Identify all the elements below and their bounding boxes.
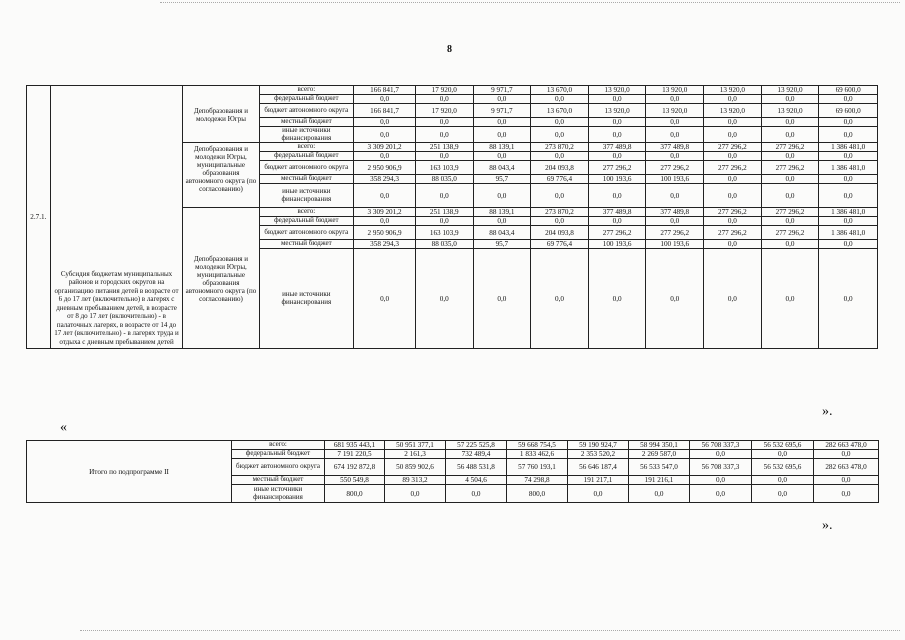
value-cell: 550 549,8: [325, 476, 385, 485]
value-cell: 0,0: [415, 184, 473, 208]
table-row: [27, 86, 878, 95]
value-cell: 69 776,4: [531, 240, 589, 249]
responsible-org: Депобразования и молодежи Югры: [183, 86, 259, 143]
value-cell: 0,0: [588, 152, 646, 161]
closing-quote-2: ».: [822, 518, 833, 533]
value-cell: 277 296,2: [646, 226, 704, 240]
value-cell: 56 708 337,3: [690, 441, 752, 450]
value-cell: 2 353 520,2: [568, 450, 629, 459]
value-cell: 732 489,4: [446, 450, 507, 459]
value-cell: 2 950 906,9: [354, 226, 416, 240]
funding-source-label: местный бюджет: [259, 118, 354, 127]
value-cell: 0,0: [761, 127, 819, 143]
value-cell: 0,0: [819, 175, 878, 184]
value-cell: 100 193,6: [588, 240, 646, 249]
value-cell: 2 950 906,9: [354, 161, 416, 175]
value-cell: 88 043,4: [473, 226, 531, 240]
value-cell: 3 309 201,2: [354, 143, 416, 152]
value-cell: 0,0: [415, 127, 473, 143]
value-cell: 163 103,9: [415, 226, 473, 240]
value-cell: 0,0: [473, 249, 531, 349]
value-cell: 74 298,8: [507, 476, 568, 485]
value-cell: 56 532 695,6: [752, 441, 814, 450]
funding-source-label: иные источники финансирования: [259, 184, 354, 208]
value-cell: 0,0: [814, 450, 879, 459]
value-cell: 0,0: [761, 118, 819, 127]
value-cell: 0,0: [761, 95, 819, 104]
value-cell: 9 971,7: [473, 86, 531, 95]
value-cell: 13 670,0: [531, 86, 589, 95]
value-cell: 358 294,3: [354, 175, 416, 184]
value-cell: 277 296,2: [588, 226, 646, 240]
value-cell: 13 920,0: [646, 86, 704, 95]
value-cell: 0,0: [646, 217, 704, 226]
value-cell: 13 920,0: [588, 86, 646, 95]
value-cell: 674 192 872,8: [325, 459, 385, 476]
value-cell: 7 191 220,5: [325, 450, 385, 459]
value-cell: 88 035,0: [415, 240, 473, 249]
value-cell: 0,0: [704, 217, 762, 226]
value-cell: 0,0: [588, 118, 646, 127]
total-title: Итого по подпрограмме II: [27, 441, 232, 503]
value-cell: 88 043,4: [473, 161, 531, 175]
value-cell: 800,0: [507, 485, 568, 503]
value-cell: 88 035,0: [415, 175, 473, 184]
value-cell: 0,0: [531, 127, 589, 143]
value-cell: 0,0: [385, 485, 446, 503]
value-cell: 13 920,0: [761, 104, 819, 118]
funding-source-label: иные источники финансирования: [259, 249, 354, 349]
value-cell: 277 296,2: [761, 161, 819, 175]
value-cell: 800,0: [325, 485, 385, 503]
value-cell: 0,0: [761, 249, 819, 349]
value-cell: 681 935 443,1: [325, 441, 385, 450]
value-cell: 13 920,0: [761, 86, 819, 95]
value-cell: 0,0: [761, 175, 819, 184]
value-cell: 0,0: [415, 152, 473, 161]
funding-source-label: бюджет автономного округа: [259, 226, 354, 240]
value-cell: 377 489,8: [646, 208, 704, 217]
funding-source-label: федеральный бюджет: [259, 152, 354, 161]
value-cell: 0,0: [690, 485, 752, 503]
value-cell: 13 920,0: [588, 104, 646, 118]
value-cell: 0,0: [531, 95, 589, 104]
value-cell: 17 920,0: [415, 86, 473, 95]
value-cell: 204 093,8: [531, 161, 589, 175]
value-cell: 88 139,1: [473, 208, 531, 217]
value-cell: 0,0: [646, 249, 704, 349]
value-cell: 0,0: [531, 217, 589, 226]
value-cell: 0,0: [752, 450, 814, 459]
value-cell: 0,0: [752, 485, 814, 503]
scan-bottom-edge: [80, 630, 900, 631]
value-cell: 13 670,0: [531, 104, 589, 118]
value-cell: 89 313,2: [385, 476, 446, 485]
value-cell: 204 093,8: [531, 226, 589, 240]
value-cell: 56 488 531,8: [446, 459, 507, 476]
value-cell: 0,0: [588, 184, 646, 208]
value-cell: 0,0: [752, 476, 814, 485]
funding-source-label: местный бюджет: [259, 240, 354, 249]
value-cell: 1 386 481,0: [819, 143, 878, 152]
value-cell: 0,0: [473, 95, 531, 104]
value-cell: 0,0: [588, 217, 646, 226]
funding-source-label: всего:: [259, 86, 354, 95]
funding-source-label: иные источники финансирования: [259, 127, 354, 143]
value-cell: 59 190 924,7: [568, 441, 629, 450]
value-cell: 0,0: [646, 127, 704, 143]
value-cell: 0,0: [415, 249, 473, 349]
value-cell: 59 668 754,5: [507, 441, 568, 450]
value-cell: 0,0: [704, 118, 762, 127]
closing-quote-1: ».: [822, 404, 833, 419]
scan-top-edge: [160, 2, 900, 3]
value-cell: 0,0: [354, 95, 416, 104]
value-cell: 0,0: [415, 95, 473, 104]
value-cell: 0,0: [531, 152, 589, 161]
value-cell: 1 386 481,0: [819, 208, 878, 217]
value-cell: 0,0: [415, 217, 473, 226]
value-cell: 1 386 481,0: [819, 161, 878, 175]
measure-description: Субсидия бюджетам муниципальных районов и городских округов на организацию питания детей в возрасте от 6 до 17 лет (включительно) в лагерях с дневным пребыванием детей, в возрасте от 8 до 17 лет (включительно) - в палаточных лагерях, в возрасте от 14 до 17 лет (включительно) - в лагерях труда и отдыха с дневным пребыванием детей: [50, 86, 183, 349]
funding-source-label: местный бюджет: [232, 476, 325, 485]
value-cell: 0,0: [761, 184, 819, 208]
value-cell: 3 309 201,2: [354, 208, 416, 217]
value-cell: 56 532 695,6: [752, 459, 814, 476]
value-cell: 0,0: [761, 217, 819, 226]
value-cell: 282 663 478,0: [814, 441, 879, 450]
value-cell: 0,0: [761, 240, 819, 249]
value-cell: 57 760 193,1: [507, 459, 568, 476]
value-cell: 69 600,0: [819, 104, 878, 118]
funding-source-label: всего:: [232, 441, 325, 450]
value-cell: 0,0: [354, 127, 416, 143]
value-cell: 0,0: [473, 127, 531, 143]
value-cell: 69 600,0: [819, 86, 878, 95]
value-cell: 191 217,1: [568, 476, 629, 485]
value-cell: 0,0: [704, 95, 762, 104]
funding-source-label: федеральный бюджет: [259, 95, 354, 104]
value-cell: 0,0: [819, 249, 878, 349]
value-cell: 277 296,2: [704, 208, 762, 217]
value-cell: 358 294,3: [354, 240, 416, 249]
value-cell: 13 920,0: [704, 104, 762, 118]
value-cell: 0,0: [814, 485, 879, 503]
value-cell: 251 138,9: [415, 143, 473, 152]
value-cell: 0,0: [814, 476, 879, 485]
value-cell: 277 296,2: [588, 161, 646, 175]
value-cell: 166 841,7: [354, 86, 416, 95]
value-cell: 0,0: [704, 249, 762, 349]
value-cell: 0,0: [473, 118, 531, 127]
value-cell: 13 920,0: [646, 104, 704, 118]
value-cell: 277 296,2: [704, 226, 762, 240]
value-cell: 95,7: [473, 240, 531, 249]
value-cell: 277 296,2: [761, 208, 819, 217]
value-cell: 0,0: [588, 95, 646, 104]
value-cell: 50 859 902,6: [385, 459, 446, 476]
value-cell: 0,0: [531, 249, 589, 349]
value-cell: 0,0: [646, 118, 704, 127]
value-cell: 273 870,2: [531, 208, 589, 217]
value-cell: 282 663 478,0: [814, 459, 879, 476]
funding-table: [26, 85, 878, 349]
value-cell: 0,0: [588, 249, 646, 349]
value-cell: 277 296,2: [704, 161, 762, 175]
value-cell: 50 951 377,1: [385, 441, 446, 450]
value-cell: 0,0: [354, 184, 416, 208]
value-cell: 0,0: [819, 95, 878, 104]
value-cell: 4 504,6: [446, 476, 507, 485]
value-cell: 58 994 350,1: [629, 441, 690, 450]
funding-source-label: всего:: [259, 143, 354, 152]
funding-source-label: местный бюджет: [259, 175, 354, 184]
value-cell: 1 386 481,0: [819, 226, 878, 240]
value-cell: 0,0: [646, 152, 704, 161]
value-cell: 0,0: [354, 217, 416, 226]
value-cell: 0,0: [568, 485, 629, 503]
value-cell: 273 870,2: [531, 143, 589, 152]
value-cell: 191 216,1: [629, 476, 690, 485]
value-cell: 0,0: [531, 118, 589, 127]
value-cell: 251 138,9: [415, 208, 473, 217]
value-cell: 0,0: [819, 217, 878, 226]
value-cell: 2 161,3: [385, 450, 446, 459]
value-cell: 100 193,6: [646, 175, 704, 184]
value-cell: 0,0: [819, 184, 878, 208]
value-cell: 0,0: [704, 152, 762, 161]
value-cell: 95,7: [473, 175, 531, 184]
value-cell: 0,0: [473, 152, 531, 161]
value-cell: 0,0: [704, 127, 762, 143]
value-cell: 0,0: [588, 127, 646, 143]
funding-source-label: бюджет автономного округа: [259, 161, 354, 175]
value-cell: 56 646 187,4: [568, 459, 629, 476]
value-cell: 0,0: [646, 184, 704, 208]
page-number: 8: [447, 44, 452, 55]
funding-source-label: иные источники финансирования: [232, 485, 325, 503]
funding-source-label: бюджет автономного округа: [232, 459, 325, 476]
value-cell: 0,0: [354, 249, 416, 349]
value-cell: 2 269 587,0: [629, 450, 690, 459]
value-cell: 0,0: [704, 175, 762, 184]
value-cell: 0,0: [531, 184, 589, 208]
value-cell: 277 296,2: [704, 143, 762, 152]
value-cell: 56 708 337,3: [690, 459, 752, 476]
value-cell: 377 489,8: [588, 208, 646, 217]
value-cell: 0,0: [473, 217, 531, 226]
value-cell: 0,0: [646, 95, 704, 104]
value-cell: 0,0: [473, 184, 531, 208]
value-cell: 0,0: [819, 127, 878, 143]
value-cell: 0,0: [446, 485, 507, 503]
value-cell: 277 296,2: [761, 226, 819, 240]
value-cell: 100 193,6: [646, 240, 704, 249]
value-cell: 0,0: [704, 184, 762, 208]
opening-quote: «: [60, 420, 67, 435]
value-cell: 0,0: [761, 152, 819, 161]
value-cell: 0,0: [704, 240, 762, 249]
funding-source-label: федеральный бюджет: [232, 450, 325, 459]
value-cell: 0,0: [354, 118, 416, 127]
table-row: [27, 441, 879, 450]
subprogram-total-table: [26, 440, 879, 503]
value-cell: 69 776,4: [531, 175, 589, 184]
value-cell: 13 920,0: [704, 86, 762, 95]
value-cell: 88 139,1: [473, 143, 531, 152]
funding-source-label: всего:: [259, 208, 354, 217]
value-cell: 277 296,2: [761, 143, 819, 152]
responsible-org: Депобразования и молодежи Югры, муниципальные образования автономного округа (по согласованию): [183, 143, 259, 208]
value-cell: 166 841,7: [354, 104, 416, 118]
value-cell: 17 920,0: [415, 104, 473, 118]
value-cell: 163 103,9: [415, 161, 473, 175]
value-cell: 0,0: [415, 118, 473, 127]
funding-source-label: бюджет автономного округа: [259, 104, 354, 118]
value-cell: 0,0: [819, 152, 878, 161]
row-number: 2.7.1.: [27, 86, 51, 349]
funding-source-label: федеральный бюджет: [259, 217, 354, 226]
value-cell: 277 296,2: [646, 161, 704, 175]
value-cell: 377 489,8: [588, 143, 646, 152]
value-cell: 1 833 462,6: [507, 450, 568, 459]
value-cell: 0,0: [690, 450, 752, 459]
value-cell: 0,0: [629, 485, 690, 503]
responsible-org: Депобразования и молодежи Югры, муниципальные образования автономного округа (по согласованию): [183, 208, 259, 349]
value-cell: 56 533 547,0: [629, 459, 690, 476]
value-cell: 377 489,8: [646, 143, 704, 152]
value-cell: 0,0: [819, 118, 878, 127]
value-cell: 100 193,6: [588, 175, 646, 184]
value-cell: 9 971,7: [473, 104, 531, 118]
value-cell: 0,0: [690, 476, 752, 485]
value-cell: 0,0: [354, 152, 416, 161]
value-cell: 0,0: [819, 240, 878, 249]
value-cell: 57 225 525,8: [446, 441, 507, 450]
